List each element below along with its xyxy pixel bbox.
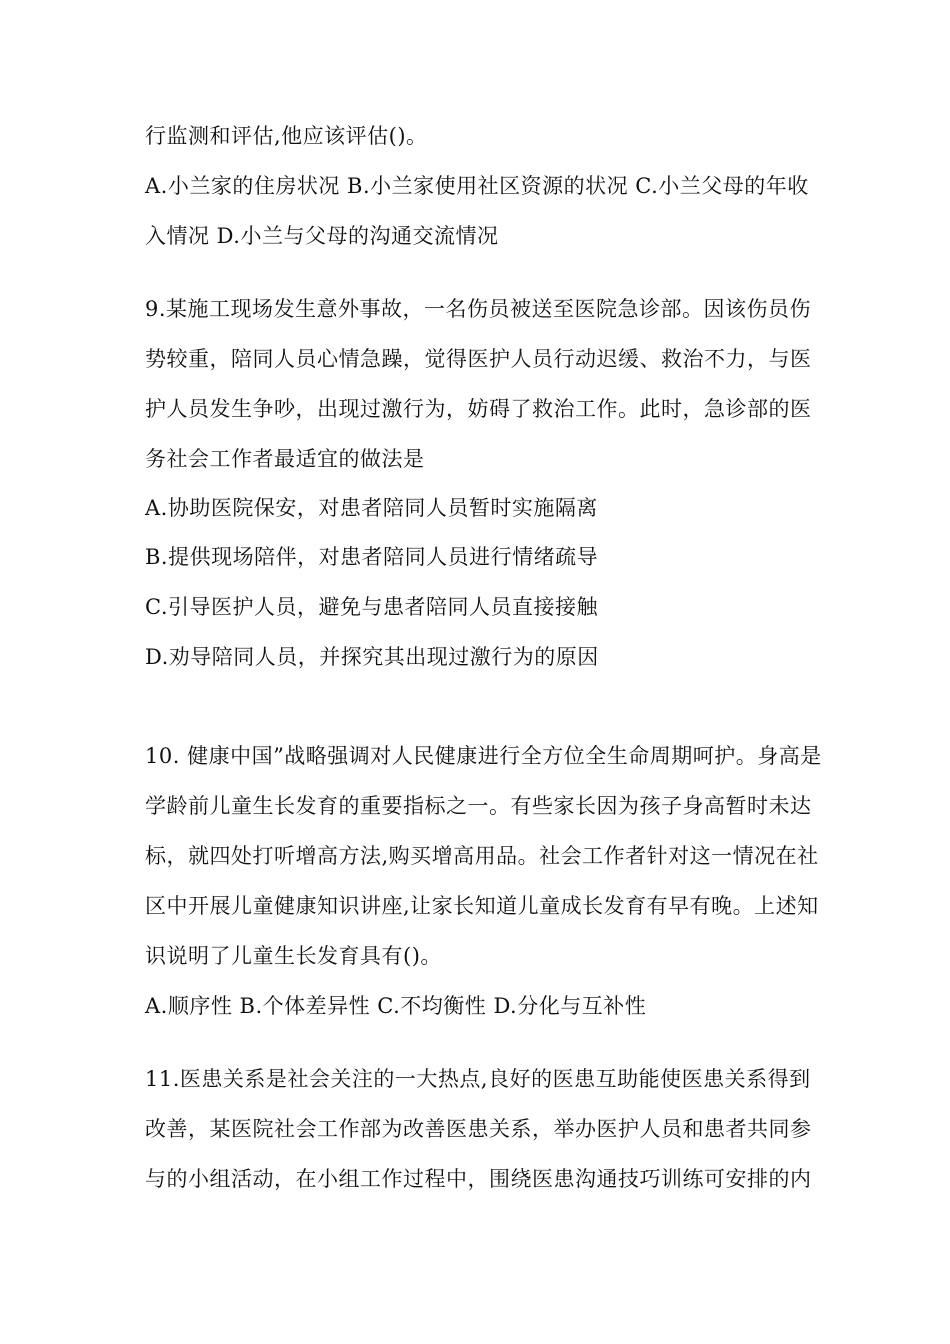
question-10-line: 10. 健康中国”战略强调对人民健康进行全方位全生命周期呵护。身高是: [145, 744, 822, 768]
question-10-line: 识说明了儿童生长发育具有()。: [145, 944, 442, 968]
text-line: A.小兰家的住房状况 B.小兰家使用社区资源的状况 C.小兰父母的年收: [145, 174, 809, 198]
question-11-line: 11.医患关系是社会关注的一大热点,良好的医患互助能使医患关系得到: [145, 1067, 811, 1091]
question-11-line: 与的小组活动，在小组工作过程中，围绕医患沟通技巧训练可安排的内: [145, 1167, 812, 1191]
question-9-line: 9.某施工现场发生意外事故，一名伤员被送至医院急诊部。因该伤员伤: [145, 297, 812, 321]
option-c: C.引导医护人员，避免与患者陪同人员直接接触: [145, 595, 598, 619]
option-b: B.提供现场陪伴，对患者陪同人员进行情绪疏导: [145, 545, 599, 569]
question-10-options: A.顺序性 B.个体差异性 C.不均衡性 D.分化与互补性: [145, 994, 647, 1018]
question-9-line: 势较重，陪同人员心情急躁，觉得医护人员行动迟缓、救治不力，与医: [145, 347, 812, 371]
option-a: A.协助医院保安，对患者陪同人员暂时实施隔离: [145, 496, 598, 520]
text-line: 行监测和评估,他应该评估()。: [145, 124, 428, 148]
question-9-line: 护人员发生争吵，出现过激行为，妨碍了救治工作。此时，急诊部的医: [145, 397, 812, 421]
question-10-line: 学龄前儿童生长发育的重要指标之一。有些家长因为孩子身高暂时未达: [145, 794, 812, 818]
question-11-line: 改善，某医院社会工作部为改善医患关系，举办医护人员和患者共同参: [145, 1117, 812, 1141]
question-10-line: 区中开展儿童健康知识讲座,让家长知道儿童成长发育有早有晚。上述知: [145, 894, 819, 918]
question-10-line: 标，就四处打听增高方法,购买增高用品。社会工作者针对这一情况在社: [145, 844, 819, 868]
question-9-line: 务社会工作者最适宜的做法是: [145, 447, 425, 471]
option-d: D.劝导陪同人员，并探究其出现过激行为的原因: [145, 645, 599, 669]
text-line: 入情况 D.小兰与父母的沟通交流情况: [145, 224, 499, 248]
